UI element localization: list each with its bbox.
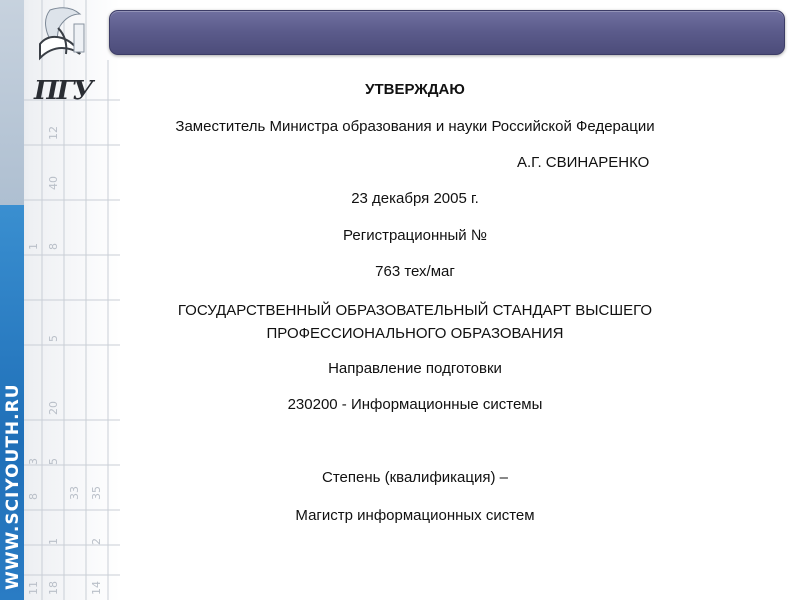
standard-title: ГОСУДАРСТВЕННЫЙ ОБРАЗОВАТЕЛЬНЫЙ СТАНДАРТ ВЫСШЕГО ПРОФЕССИОНАЛЬНОГО ОБРАЗОВАНИЯ (177, 302, 653, 342)
grid-number: 3 (27, 458, 40, 465)
grid-number: 1 (47, 538, 60, 545)
grid-number: 5 (47, 335, 60, 342)
sidebar-url-text: WWW.SCIYOUTH.RU (3, 383, 23, 590)
sidebar-top-band (0, 0, 24, 205)
direction-label: Направление подготовки (328, 360, 502, 377)
grid-number: 8 (47, 243, 60, 250)
document-body (120, 0, 710, 600)
grid-number: 1 (27, 243, 40, 250)
direction-value: 230200 - Информационные системы (287, 396, 543, 413)
grid-number: 8 (27, 493, 40, 500)
grid-number: 5 (47, 458, 60, 465)
degree-value: Магистр информационных систем (295, 507, 535, 524)
signatory-position: Заместитель Министра образования и науки Российской Федерации (175, 118, 655, 135)
grid-number: 40 (47, 176, 60, 190)
grid-number: 18 (47, 581, 60, 595)
grid-number: 33 (68, 486, 81, 500)
grid-number: 11 (27, 581, 40, 595)
signatory-name: А.Г. СВИНАРЕНКО (517, 154, 650, 171)
grid-number: 14 (90, 581, 103, 595)
grid-number: 35 (90, 486, 103, 500)
approve-heading: УТВЕРЖДАЮ (365, 81, 465, 98)
approval-date: 23 декабря 2005 г. (351, 190, 479, 207)
registration-number: 763 тех/маг (375, 263, 455, 280)
logo-text: ПГУ (34, 76, 92, 104)
registration-label: Регистрационный № (343, 227, 487, 244)
university-logo-icon (28, 4, 98, 104)
degree-label: Степень (квалификация) – (322, 469, 508, 486)
grid-number: 2 (90, 538, 103, 545)
grid-number: 12 (47, 126, 60, 140)
grid-number: 20 (47, 401, 60, 415)
